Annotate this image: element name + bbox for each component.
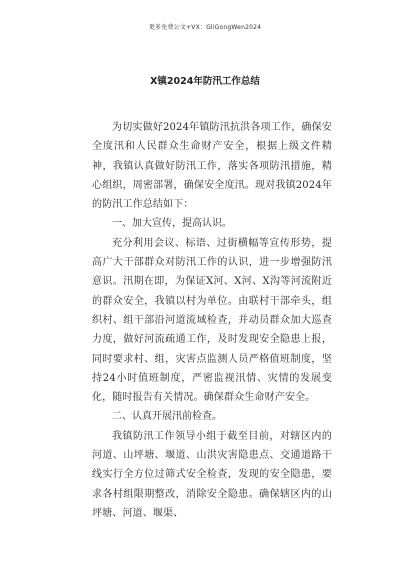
section-1-heading: 一、加大宣传，提高认识。 bbox=[112, 218, 232, 230]
document-title: X镇2024年防汛工作总结 bbox=[150, 76, 260, 87]
intro-paragraph: 为切实做好2024年镇防汛抗洪各项工作，确保安全度汛和人民群众生命财产安全，根据上级文件精神，我镇认真做好防汛工作，落实各项防汛措施，精心组织，周密部署，确保安全度汛。现对我镇2024年的防汛工作总结如下： bbox=[92, 122, 332, 211]
section-2-paragraph: 我镇防汛工作领导小组于截至目前，对辖区内的河道、山坪塘、堰道、山洪灾害隐患点、交通道路干线实行全方位过筛式安全检查，发现的安全隐患，要求各村组限期整改，消除安全隐患。确保辖区内的山坪塘、河道、堰渠、 bbox=[92, 430, 332, 519]
header-note: 更多免费公文+VX：GliGongWen2024 bbox=[148, 24, 262, 31]
document-body bbox=[92, 118, 332, 523]
section-2-heading: 二、认真开展汛前检查。 bbox=[112, 411, 222, 423]
section-1-paragraph: 充分利用会议、标语、过街横幅等宣传形势，提高广大干部群众对防汛工作的认识，进一步增强防汛意识。汛期在即，为保证X河、X河、X沟等河流附近的群众安全，我镇以村为单位。由联村干部牵头，组织村、组干部沿河道流域检查，并动员群众加大巡查力度，做好河流疏通工作，及时发现安全隐患上报，同时要求村、组，灾害点监测人员严格值班制度，坚持24小时值班制度，严密监视汛情、灾情的发展变化，随时报告有关情况。确保群众生命财产安全。 bbox=[92, 237, 332, 404]
